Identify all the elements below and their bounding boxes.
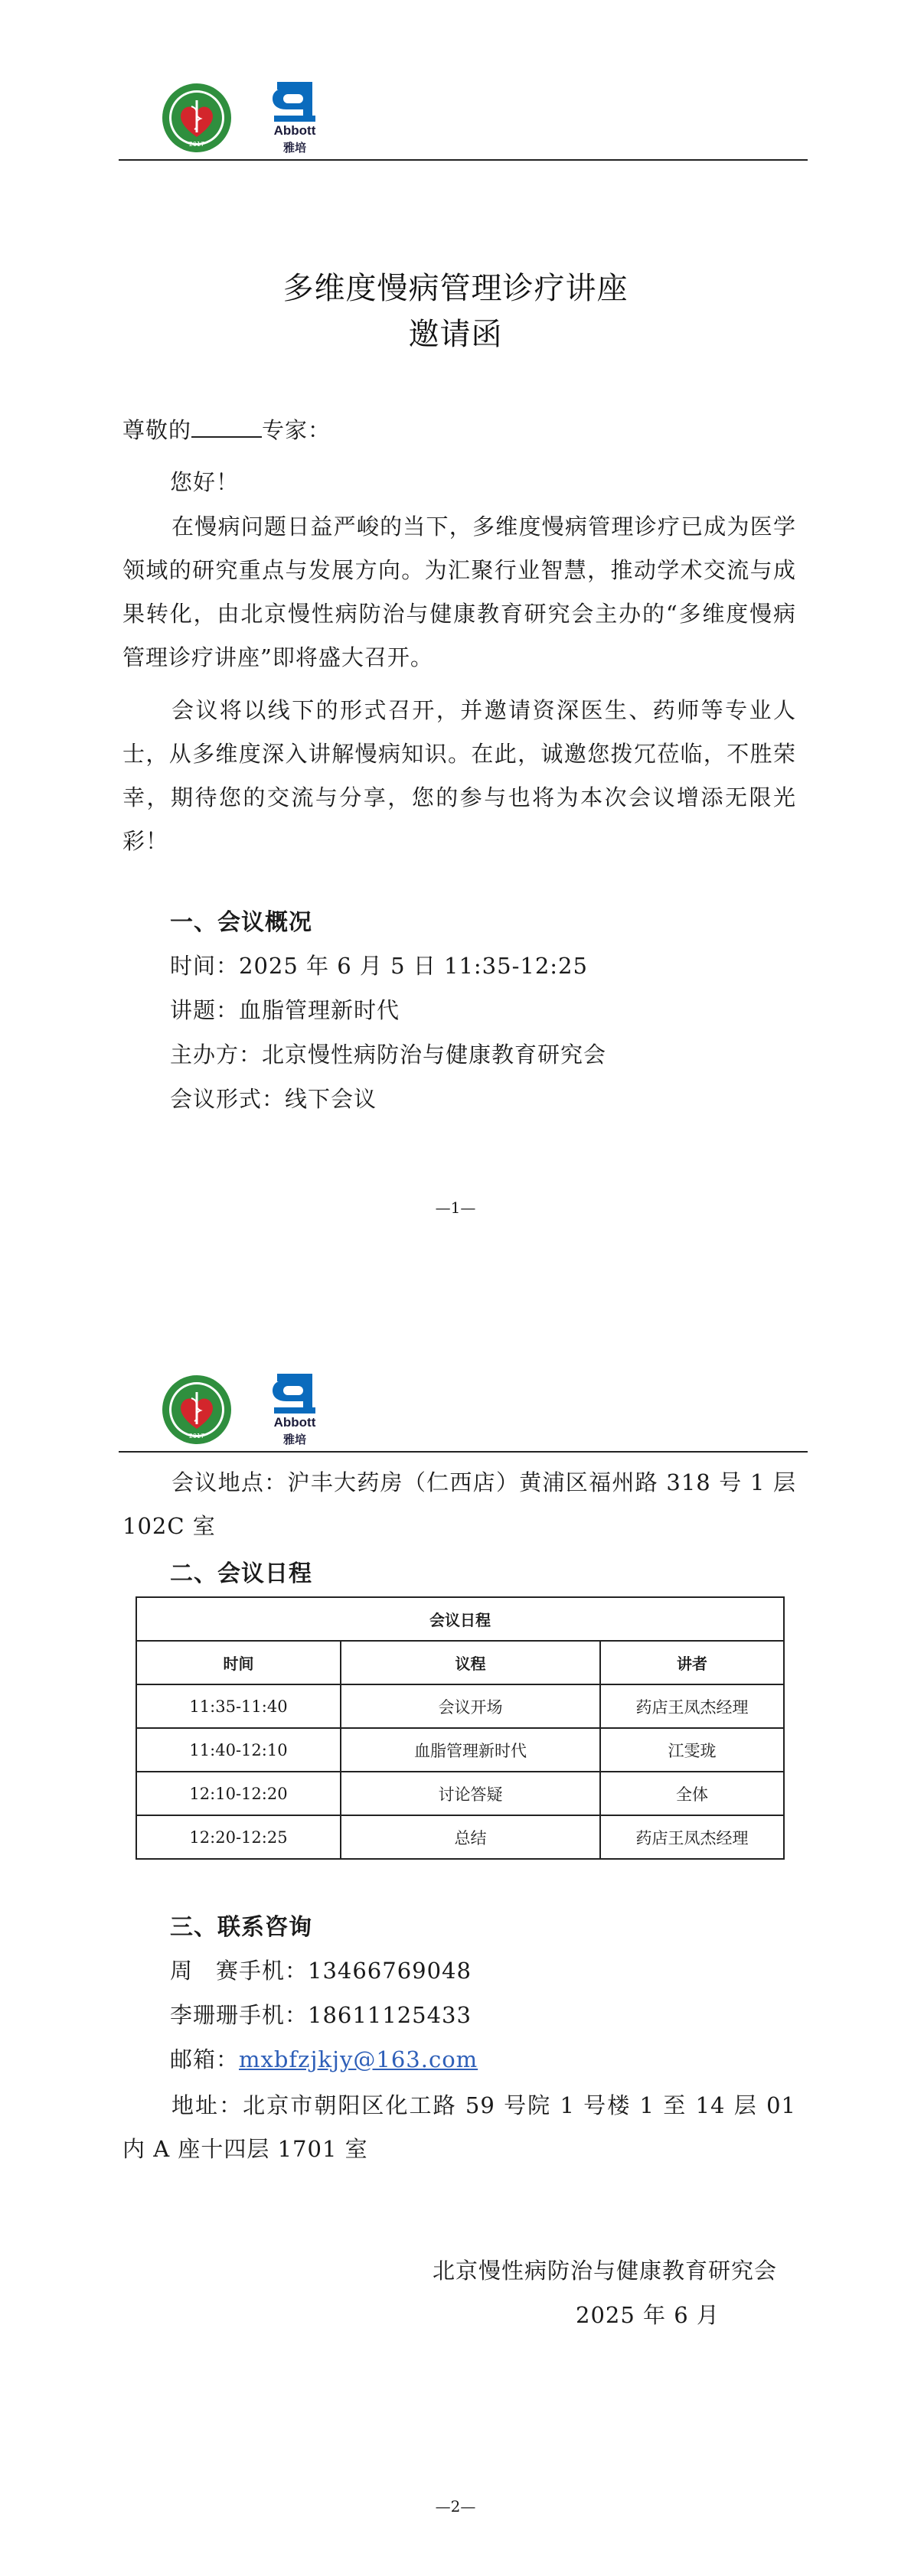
- meeting-format: 会议形式：线下会议: [170, 1086, 377, 1112]
- association-seal-logo: [161, 82, 233, 154]
- cell-speaker: 药店王凤杰经理: [600, 1815, 784, 1859]
- meeting-time: 时间：2025 年 6 月 5 日 11:35-12:25: [170, 953, 588, 979]
- abbott-en-text: Abbott: [273, 1415, 316, 1430]
- cell-agenda: 血脂管理新时代: [341, 1728, 600, 1772]
- section-heading-schedule: 二、会议日程: [170, 1560, 312, 1587]
- col-header-agenda: 议程: [341, 1641, 600, 1684]
- email-label: 邮箱：: [170, 2046, 240, 2072]
- salutation-prefix: 尊敬的: [122, 417, 192, 443]
- name-blank: [191, 416, 262, 438]
- svg-text:2017: 2017: [188, 1433, 205, 1440]
- table-row: [136, 1728, 784, 1772]
- association-seal-logo: [161, 1374, 233, 1446]
- email-line: [170, 2043, 478, 2074]
- cell-speaker: 江雯珑: [600, 1728, 784, 1772]
- abbott-mark-icon: [260, 79, 329, 123]
- svg-text:2017: 2017: [188, 141, 205, 148]
- cell-time: 11:35-11:40: [136, 1684, 341, 1728]
- abbott-logo: [260, 1371, 337, 1447]
- header-rule: [119, 159, 808, 161]
- table-header-row: [136, 1641, 784, 1684]
- page-number: —2—: [435, 2497, 476, 2516]
- meeting-topic: 讲题：血脂管理新时代: [170, 997, 400, 1023]
- cell-agenda: 讨论答疑: [341, 1772, 600, 1815]
- page-number: —1—: [435, 1198, 476, 1217]
- abbott-mark-icon: [260, 1371, 329, 1415]
- section-heading-contact: 三、联系咨询: [170, 1914, 312, 1941]
- contact-zhou: 周 赛手机：13466769048: [170, 1958, 472, 1984]
- col-header-time: 时间: [136, 1641, 341, 1684]
- signature-organization: 北京慢性病防治与健康教育研究会: [433, 2258, 778, 2284]
- schedule-table: [136, 1596, 785, 1860]
- abbott-en-text: Abbott: [273, 123, 316, 138]
- intro-paragraph: 在慢病问题日益严峻的当下，多维度慢病管理诊疗已成为医学领域的研究重点与发展方向。为汇聚行业智慧，推动学术交流与成果转化，由北京慢性病防治与健康教育研究会主办的“多维度慢病管理诊疗讲座”即将盛大召开。: [122, 514, 796, 670]
- table-row: [136, 1684, 784, 1728]
- document-title: 多维度慢病管理诊疗讲座: [282, 271, 629, 306]
- cell-time: 12:10-12:20: [136, 1772, 341, 1815]
- abbott-cn-text: 雅培: [282, 1433, 306, 1446]
- address: 地址：北京市朝阳区化工路 59 号院 1 号楼 1 至 14 层 01 内 A 座十四层 1701 室: [122, 2092, 796, 2162]
- cell-speaker: 全体: [600, 1772, 784, 1815]
- salutation-suffix: 专家：: [262, 417, 331, 443]
- cell-time: 12:20-12:25: [136, 1815, 341, 1859]
- document-subtitle: 邀请函: [408, 317, 503, 352]
- greeting: 您好！: [170, 469, 240, 495]
- page-2: [0, 1288, 911, 2576]
- schedule-caption: 会议日程: [136, 1597, 784, 1641]
- cell-agenda: 总结: [341, 1815, 600, 1859]
- page-header: [119, 57, 808, 161]
- section-heading-overview: 一、会议概况: [170, 909, 312, 936]
- meeting-host: 主办方：北京慢性病防治与健康教育研究会: [170, 1042, 607, 1068]
- contact-li: 李珊珊手机：18611125433: [170, 2002, 472, 2028]
- cell-time: 11:40-12:10: [136, 1728, 341, 1772]
- email-link[interactable]: mxbfzjkjy@163.com: [239, 2046, 478, 2072]
- abbott-logo: [260, 79, 337, 155]
- col-header-speaker: 讲者: [600, 1641, 784, 1684]
- format-paragraph: 会议将以线下的形式召开，并邀请资深医生、药师等专业人士，从多维度深入讲解慢病知识。在此，诚邀您拨冗莅临，不胜荣幸，期待您的交流与分享，您的参与也将为本次会议增添无限光彩！: [122, 697, 796, 854]
- signature-date: 2025 年 6 月: [576, 2302, 720, 2328]
- cell-agenda: 会议开场: [341, 1684, 600, 1728]
- header-rule: [119, 1451, 808, 1453]
- abbott-cn-text: 雅培: [282, 142, 306, 155]
- table-row: [136, 1815, 784, 1859]
- cell-speaker: 药店王凤杰经理: [600, 1684, 784, 1728]
- table-row: [136, 1772, 784, 1815]
- page-header: [119, 1349, 808, 1453]
- meeting-location: 会议地点：沪丰大药房（仁西店）黄浦区福州路 318 号 1 层 102C 室: [122, 1469, 796, 1539]
- salutation: [122, 413, 331, 445]
